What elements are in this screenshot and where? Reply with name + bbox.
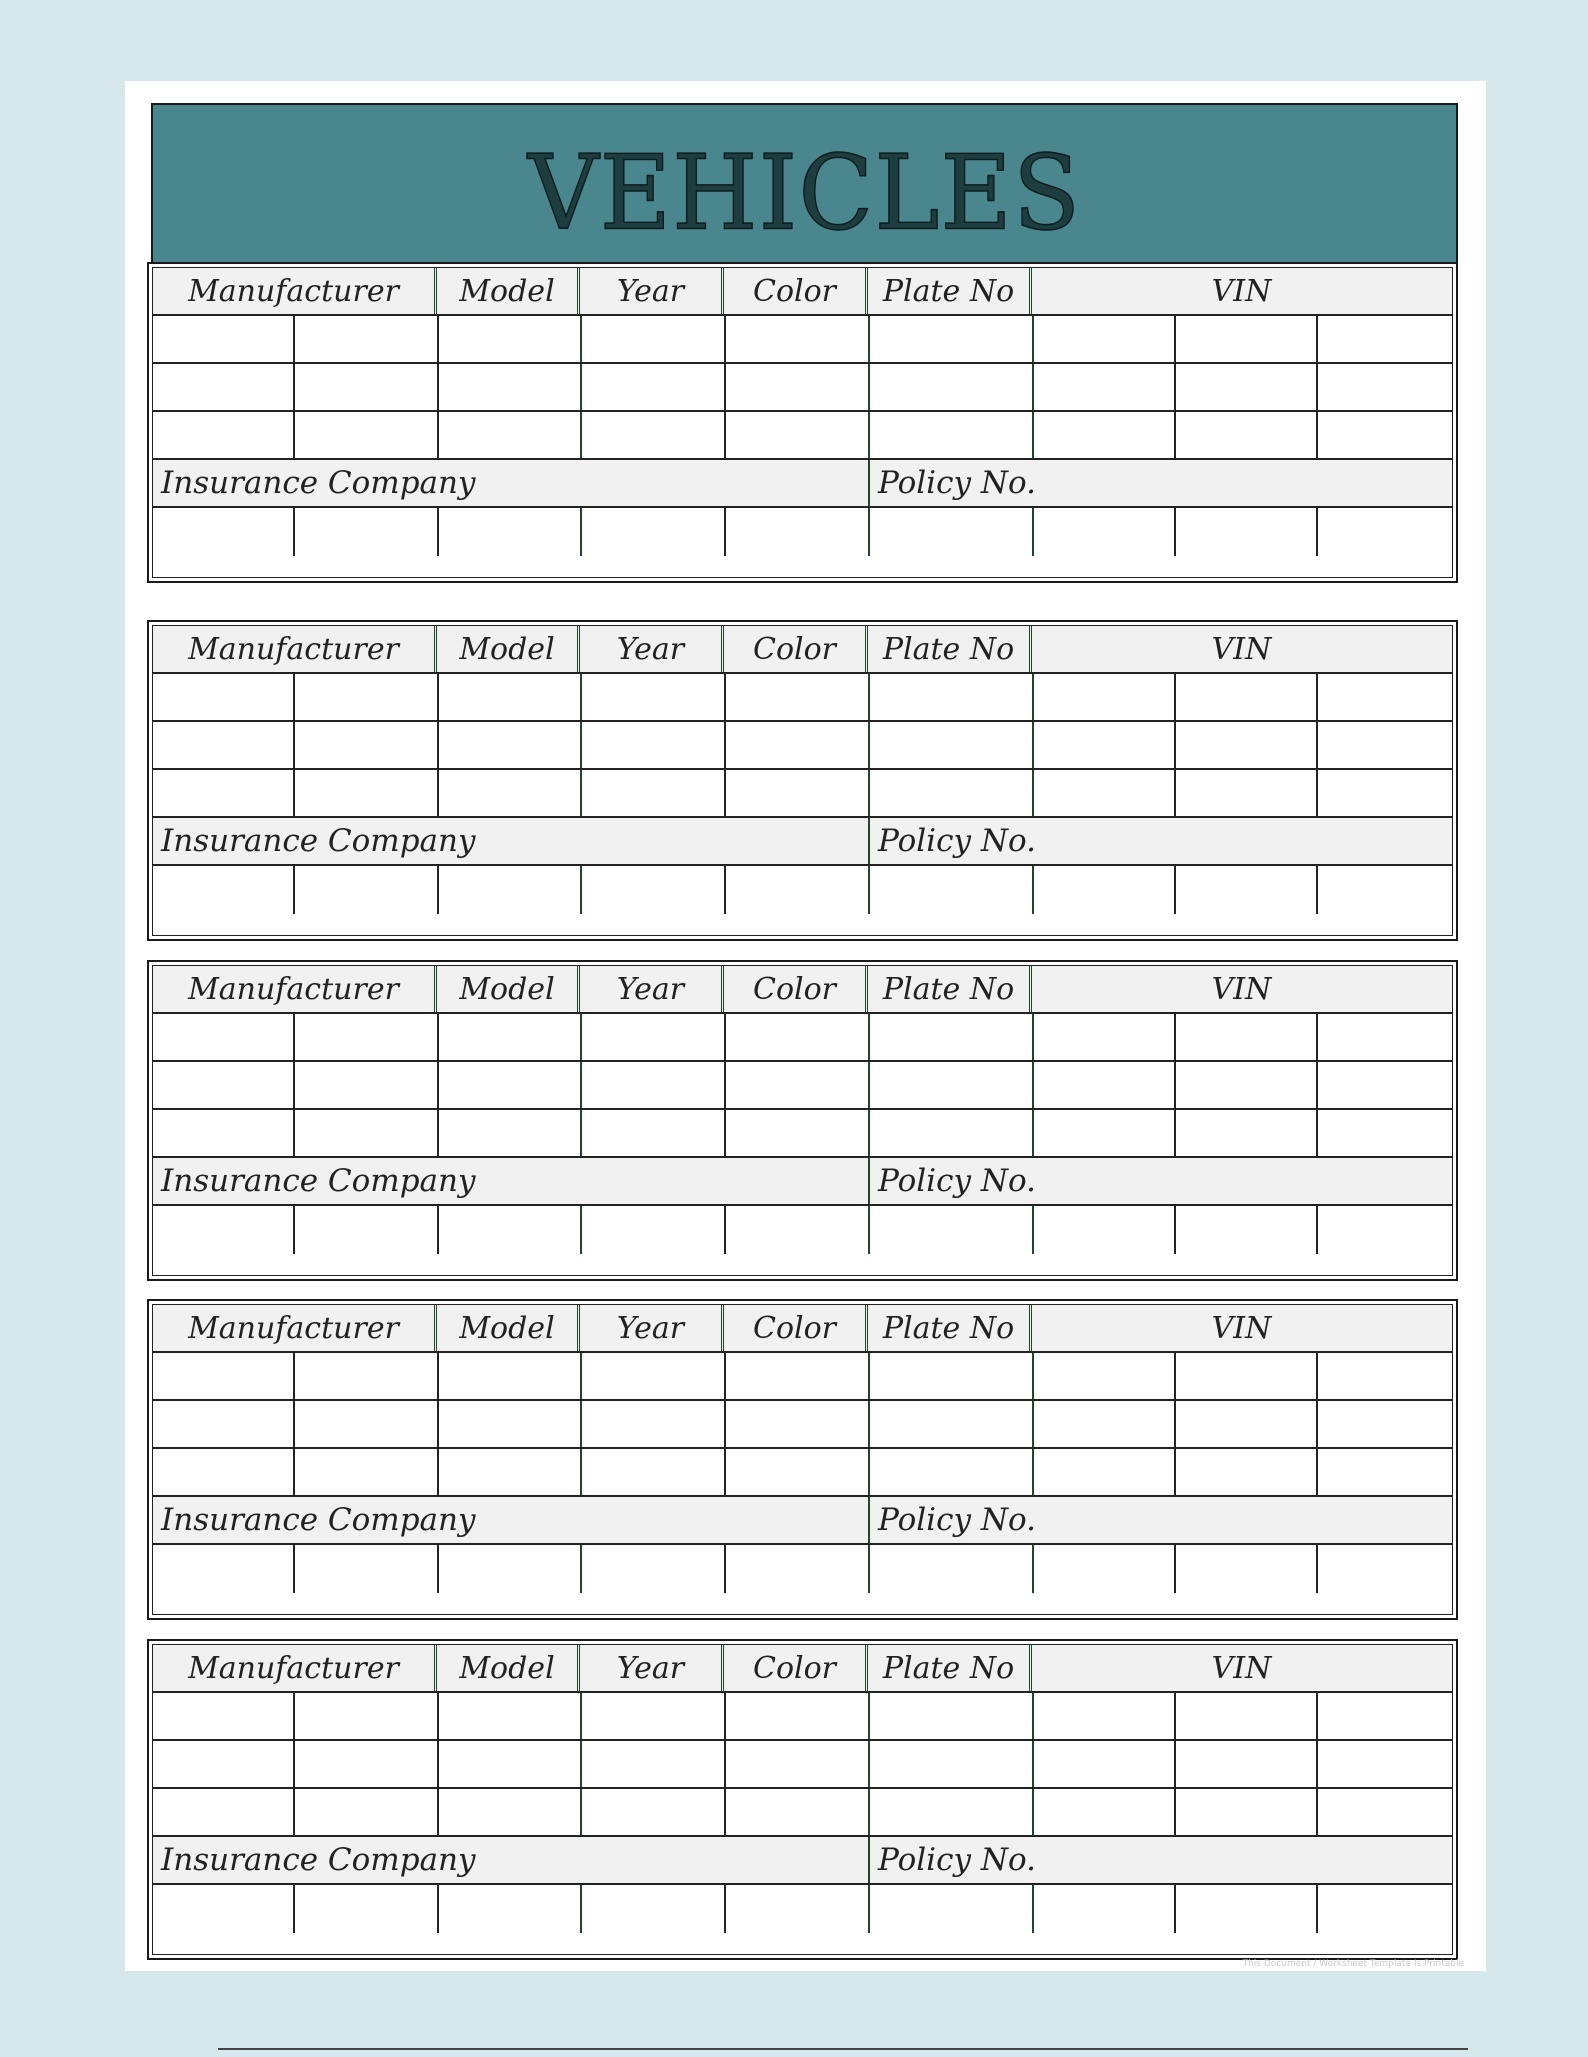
header-plate-no: Plate No <box>868 966 1032 1012</box>
column-divider <box>580 1789 582 1835</box>
header-vin: VIN <box>1211 631 1272 667</box>
vehicle-record-block <box>147 1639 1458 1960</box>
column-divider <box>580 1110 582 1156</box>
column-divider <box>1174 508 1176 556</box>
column-divider <box>1032 1449 1034 1495</box>
header-year: Year <box>580 626 724 672</box>
record-table <box>152 1644 1453 1955</box>
column-divider <box>724 316 726 362</box>
column-divider <box>1032 508 1034 556</box>
column-divider <box>1174 674 1176 720</box>
column-divider <box>724 1789 726 1835</box>
column-divider <box>1032 1693 1034 1739</box>
column-divider <box>580 1545 582 1593</box>
column-divider <box>293 1885 295 1933</box>
column-divider <box>1174 1206 1176 1254</box>
header-color: Color <box>724 268 868 314</box>
vehicle-record-block <box>147 960 1458 1281</box>
column-divider <box>724 1545 726 1593</box>
header-vin: VIN <box>1211 273 1272 309</box>
column-divider <box>724 722 726 768</box>
column-divider <box>724 412 726 458</box>
header-model: Model <box>437 1305 580 1351</box>
column-divider <box>868 460 870 506</box>
column-divider <box>293 1110 295 1156</box>
column-divider <box>868 1353 870 1399</box>
column-divider <box>1316 1449 1318 1495</box>
column-header-row <box>153 1305 1452 1353</box>
insurance-label-row <box>153 1497 1452 1545</box>
column-divider <box>437 1693 439 1739</box>
column-divider <box>580 364 582 410</box>
column-divider <box>1174 1449 1176 1495</box>
worksheet-page <box>125 81 1486 1971</box>
column-divider <box>1174 1014 1176 1060</box>
column-divider <box>724 1449 726 1495</box>
record-table <box>152 625 1453 936</box>
page-title: VEHICLES <box>527 133 1082 254</box>
column-divider <box>1316 1545 1318 1593</box>
vehicle-entry-row[interactable] <box>153 1741 1452 1789</box>
column-divider <box>437 866 439 914</box>
column-divider <box>1316 1062 1318 1108</box>
column-header-row <box>153 966 1452 1014</box>
column-divider <box>437 1062 439 1108</box>
column-divider <box>1032 1401 1034 1447</box>
column-divider <box>1174 722 1176 768</box>
column-divider <box>293 1353 295 1399</box>
column-divider <box>1032 412 1034 458</box>
insurance-company-label: Insurance Company <box>161 465 476 501</box>
column-divider <box>1174 316 1176 362</box>
column-divider <box>724 1693 726 1739</box>
column-divider <box>868 1789 870 1835</box>
header-vin: VIN <box>1211 1310 1272 1346</box>
vehicle-entry-row[interactable] <box>153 1110 1452 1158</box>
header-model: Model <box>437 268 580 314</box>
column-divider <box>580 412 582 458</box>
column-divider <box>868 1837 870 1883</box>
insurance-company-label: Insurance Company <box>161 1502 476 1538</box>
column-divider <box>1316 1014 1318 1060</box>
column-divider <box>1316 364 1318 410</box>
column-divider <box>868 1206 870 1254</box>
column-divider <box>580 1693 582 1739</box>
insurance-label-row <box>153 1837 1452 1885</box>
insurance-entry-row[interactable] <box>153 1885 1452 1933</box>
vehicle-entry-row[interactable] <box>153 364 1452 412</box>
header-manufacturer: Manufacturer <box>153 1645 437 1691</box>
column-divider <box>868 1741 870 1787</box>
column-divider <box>293 1545 295 1593</box>
insurance-label-row <box>153 460 1452 508</box>
header-manufacturer: Manufacturer <box>153 268 437 314</box>
policy-no-label: Policy No. <box>878 1502 1036 1538</box>
column-divider <box>437 508 439 556</box>
column-divider <box>1174 364 1176 410</box>
column-divider <box>580 1014 582 1060</box>
insurance-entry-row[interactable] <box>153 866 1452 914</box>
insurance-company-label: Insurance Company <box>161 1842 476 1878</box>
column-divider <box>724 364 726 410</box>
column-divider <box>724 1353 726 1399</box>
column-divider <box>868 770 870 816</box>
header-model: Model <box>437 626 580 672</box>
vehicle-entry-row[interactable] <box>153 1401 1452 1449</box>
column-divider <box>868 674 870 720</box>
column-divider <box>1174 1110 1176 1156</box>
insurance-entry-row[interactable] <box>153 508 1452 556</box>
column-divider <box>1174 1353 1176 1399</box>
column-divider <box>293 1741 295 1787</box>
column-divider <box>868 866 870 914</box>
column-divider <box>1032 1885 1034 1933</box>
column-divider <box>293 1449 295 1495</box>
footer-note: This Document / Worksheet Template Is Printable <box>1242 1959 1464 1969</box>
column-divider <box>1032 1014 1034 1060</box>
column-divider <box>868 508 870 556</box>
vehicle-entry-row[interactable] <box>153 1014 1452 1062</box>
column-divider <box>1174 1741 1176 1787</box>
column-divider <box>437 1401 439 1447</box>
header-year: Year <box>580 1305 724 1351</box>
column-divider <box>1316 316 1318 362</box>
column-divider <box>437 412 439 458</box>
column-divider <box>868 1401 870 1447</box>
column-divider <box>293 1062 295 1108</box>
column-divider <box>724 770 726 816</box>
header-color: Color <box>724 1645 868 1691</box>
column-divider <box>293 866 295 914</box>
column-divider <box>1032 1110 1034 1156</box>
header-year: Year <box>580 1645 724 1691</box>
column-divider <box>1316 866 1318 914</box>
column-divider <box>724 1401 726 1447</box>
column-divider <box>437 722 439 768</box>
header-vin: VIN <box>1211 1650 1272 1686</box>
column-divider <box>868 1062 870 1108</box>
column-divider <box>437 1353 439 1399</box>
policy-no-label: Policy No. <box>878 465 1036 501</box>
column-divider <box>1316 722 1318 768</box>
column-divider <box>724 508 726 556</box>
vehicle-entry-row[interactable] <box>153 1353 1452 1401</box>
vehicle-entry-row[interactable] <box>153 1062 1452 1110</box>
header-plate-no: Plate No <box>868 1645 1032 1691</box>
column-divider <box>293 1014 295 1060</box>
column-divider <box>580 866 582 914</box>
column-divider <box>437 316 439 362</box>
header-plate-no: Plate No <box>868 268 1032 314</box>
vehicle-entry-row[interactable] <box>153 722 1452 770</box>
column-divider <box>1316 1353 1318 1399</box>
column-divider <box>293 770 295 816</box>
column-divider <box>580 1401 582 1447</box>
column-divider <box>437 1545 439 1593</box>
column-divider <box>293 1401 295 1447</box>
column-divider <box>1316 1885 1318 1933</box>
column-divider <box>1316 1693 1318 1739</box>
column-divider <box>1174 412 1176 458</box>
column-divider <box>293 316 295 362</box>
column-divider <box>1316 508 1318 556</box>
insurance-label-row <box>153 818 1452 866</box>
column-divider <box>868 1158 870 1204</box>
column-divider <box>1316 1206 1318 1254</box>
column-divider <box>1316 674 1318 720</box>
policy-no-label: Policy No. <box>878 823 1036 859</box>
column-divider <box>1316 1110 1318 1156</box>
vehicle-entry-row[interactable] <box>153 770 1452 818</box>
column-divider <box>580 1353 582 1399</box>
column-divider <box>868 722 870 768</box>
column-divider <box>437 1110 439 1156</box>
column-divider <box>1032 1206 1034 1254</box>
column-divider <box>1174 1401 1176 1447</box>
header-manufacturer: Manufacturer <box>153 1305 437 1351</box>
column-divider <box>293 1206 295 1254</box>
column-divider <box>437 1789 439 1835</box>
policy-no-label: Policy No. <box>878 1842 1036 1878</box>
header-manufacturer: Manufacturer <box>153 966 437 1012</box>
column-divider <box>1032 316 1034 362</box>
header-model: Model <box>437 1645 580 1691</box>
column-divider <box>437 1741 439 1787</box>
header-color: Color <box>724 1305 868 1351</box>
column-divider <box>868 1885 870 1933</box>
column-divider <box>868 412 870 458</box>
column-divider <box>293 508 295 556</box>
column-divider <box>868 1545 870 1593</box>
column-divider <box>868 1449 870 1495</box>
insurance-entry-row[interactable] <box>153 1206 1452 1254</box>
column-header-row <box>153 268 1452 316</box>
column-divider <box>580 1885 582 1933</box>
column-divider <box>1032 1062 1034 1108</box>
column-divider <box>868 1497 870 1543</box>
column-divider <box>724 1014 726 1060</box>
column-divider <box>580 508 582 556</box>
column-divider <box>293 722 295 768</box>
column-header-row <box>153 1645 1452 1693</box>
insurance-entry-row[interactable] <box>153 1545 1452 1593</box>
column-divider <box>437 364 439 410</box>
vehicle-record-block <box>147 1299 1458 1620</box>
column-divider <box>293 1693 295 1739</box>
column-divider <box>868 818 870 864</box>
column-divider <box>1032 674 1034 720</box>
column-divider <box>293 1789 295 1835</box>
column-divider <box>1174 1545 1176 1593</box>
column-divider <box>1316 412 1318 458</box>
column-divider <box>724 1110 726 1156</box>
column-divider <box>293 412 295 458</box>
record-table <box>152 267 1453 578</box>
vehicle-entry-row[interactable] <box>153 412 1452 460</box>
column-divider <box>724 1206 726 1254</box>
policy-no-label: Policy No. <box>878 1163 1036 1199</box>
header-manufacturer: Manufacturer <box>153 626 437 672</box>
column-divider <box>868 316 870 362</box>
column-divider <box>580 316 582 362</box>
record-table <box>152 1304 1453 1615</box>
column-divider <box>580 1206 582 1254</box>
column-divider <box>724 866 726 914</box>
column-divider <box>1174 770 1176 816</box>
column-divider <box>1316 1401 1318 1447</box>
column-divider <box>293 674 295 720</box>
column-divider <box>1032 1545 1034 1593</box>
insurance-company-label: Insurance Company <box>161 823 476 859</box>
column-divider <box>1032 770 1034 816</box>
column-divider <box>580 1741 582 1787</box>
insurance-company-label: Insurance Company <box>161 1163 476 1199</box>
column-divider <box>1032 866 1034 914</box>
column-divider <box>437 1206 439 1254</box>
column-divider <box>437 1014 439 1060</box>
column-divider <box>724 674 726 720</box>
vehicle-entry-row[interactable] <box>153 1789 1452 1837</box>
header-year: Year <box>580 268 724 314</box>
record-table <box>152 965 1453 1276</box>
column-divider <box>293 364 295 410</box>
column-divider <box>724 1741 726 1787</box>
insurance-label-row <box>153 1158 1452 1206</box>
next-page-edge <box>218 2048 1468 2057</box>
vehicle-entry-row[interactable] <box>153 674 1452 722</box>
column-divider <box>868 1014 870 1060</box>
header-year: Year <box>580 966 724 1012</box>
header-color: Color <box>724 626 868 672</box>
column-divider <box>580 674 582 720</box>
column-divider <box>868 1693 870 1739</box>
column-divider <box>1032 1789 1034 1835</box>
column-divider <box>1316 1789 1318 1835</box>
column-divider <box>437 674 439 720</box>
column-divider <box>437 770 439 816</box>
header-color: Color <box>724 966 868 1012</box>
column-divider <box>580 1449 582 1495</box>
vehicle-record-block <box>147 262 1458 583</box>
column-divider <box>1174 1062 1176 1108</box>
column-divider <box>724 1062 726 1108</box>
column-divider <box>437 1449 439 1495</box>
column-divider <box>1174 1693 1176 1739</box>
column-divider <box>580 770 582 816</box>
vehicle-entry-row[interactable] <box>153 316 1452 364</box>
vehicle-entry-row[interactable] <box>153 1449 1452 1497</box>
column-divider <box>437 1885 439 1933</box>
column-divider <box>1174 1885 1176 1933</box>
column-divider <box>580 722 582 768</box>
column-divider <box>868 1110 870 1156</box>
title-banner <box>151 103 1458 264</box>
header-model: Model <box>437 966 580 1012</box>
header-vin: VIN <box>1211 971 1272 1007</box>
column-divider <box>1174 866 1176 914</box>
column-divider <box>580 1062 582 1108</box>
column-divider <box>1032 1741 1034 1787</box>
header-plate-no: Plate No <box>868 626 1032 672</box>
column-divider <box>1316 1741 1318 1787</box>
vehicle-record-block <box>147 620 1458 941</box>
header-plate-no: Plate No <box>868 1305 1032 1351</box>
column-divider <box>1316 770 1318 816</box>
column-header-row <box>153 626 1452 674</box>
column-divider <box>1032 364 1034 410</box>
column-divider <box>868 364 870 410</box>
column-divider <box>724 1885 726 1933</box>
column-divider <box>1032 722 1034 768</box>
vehicle-entry-row[interactable] <box>153 1693 1452 1741</box>
column-divider <box>1032 1353 1034 1399</box>
column-divider <box>1174 1789 1176 1835</box>
